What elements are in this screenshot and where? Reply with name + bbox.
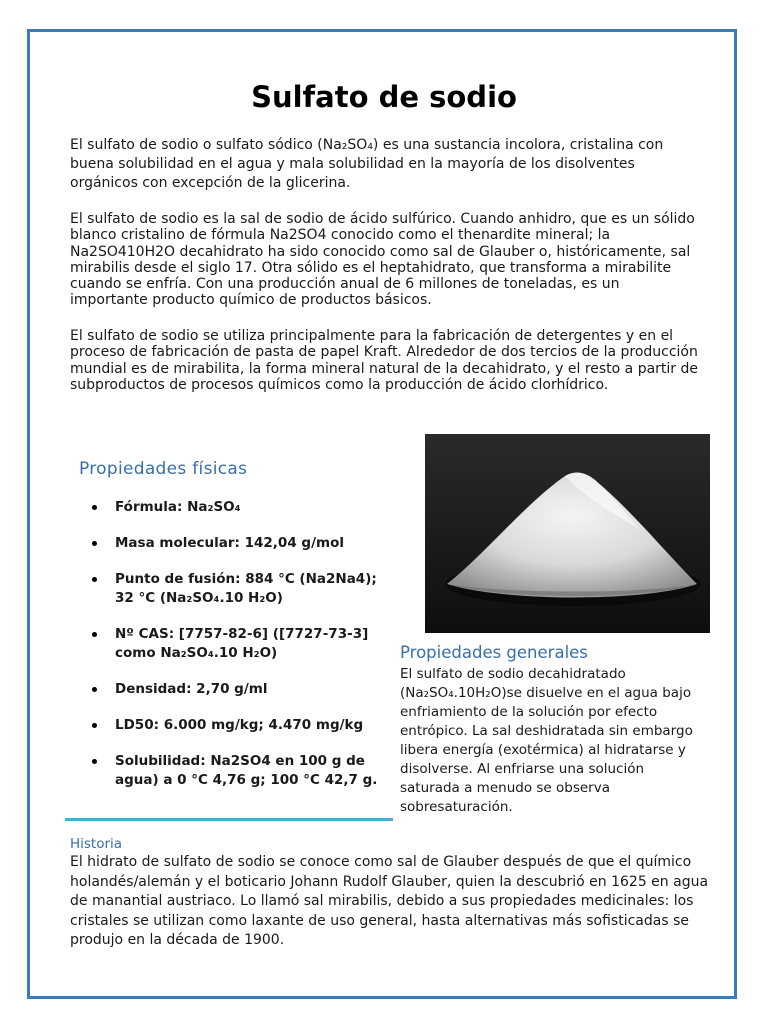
- property-item: [115, 680, 405, 699]
- property-text: LD50: 6.000 mg/kg; 4.470 mg/kg: [115, 717, 364, 733]
- property-text: 32 °C (Na₂SO₄.10 H₂O): [115, 590, 283, 606]
- property-item: [115, 625, 405, 663]
- section-divider: [65, 818, 393, 821]
- property-text: Punto de fusión: 884 °C (Na2Na4);: [115, 571, 377, 587]
- physical-properties-list: [115, 498, 405, 807]
- property-item: [115, 498, 405, 517]
- property-text: Densidad: 2,70 g/ml: [115, 681, 268, 697]
- general-properties-text: El sulfato de sodio decahidratado (Na₂SO₄.10H₂O)se disuelve en el agua bajo enfriamiento de la solución por efecto entrópico. La sal deshidratada sin embargo libera energía (exotérmica) al hidratarse y disolverse. Al enfriarse una solución saturada a menudo se observa sobresaturación.: [400, 666, 693, 815]
- description-paragraph: El sulfato de sodio es la sal de sodio de ácido sulfúrico. Cuando anhidro, que es un sólido blanco cristalino de fórmula Na2SO4 conocido como el thenardite mineral; la Na2SO410H2O decahidrato ha sido conocido como sal de Glauber o, históricamente, sal mirabilis desde el siglo 17. Otra sólido es el heptahidrato, que transforma a mirabilite cuando se enfría. Con una producción anual de 6 millones de toneladas, es un importante producto químico de productos básicos.: [70, 211, 695, 309]
- page-title: Sulfato de sodio: [251, 80, 517, 114]
- history-heading: Historia: [70, 836, 123, 852]
- property-item: [115, 716, 405, 735]
- property-text: Masa molecular: 142,04 g/mol: [115, 535, 344, 551]
- physical-properties-heading: Propiedades físicas: [79, 459, 248, 479]
- property-text: agua) a 0 °C 4,76 g; 100 °C 42,7 g.: [115, 772, 378, 788]
- general-properties-heading: Propiedades generales: [400, 643, 588, 662]
- uses-paragraph: El sulfato de sodio se utiliza principalmente para la fabricación de detergentes y en el proceso de fabricación de pasta de papel Kraft. Alrededor de dos tercios de la producción mundial es de mirabilita, la forma mineral natural de la decahidrato, y el resto a partir de subproductos de procesos químicos como la producción de ácido clorhídrico.: [70, 328, 699, 393]
- property-text: Fórmula: Na₂SO₄: [115, 499, 241, 515]
- property-item: [115, 752, 405, 790]
- property-text: Nº CAS: [7757-82-6] ([7727-73-3]: [115, 626, 369, 642]
- property-text: como Na₂SO₄.10 H₂O): [115, 645, 278, 661]
- property-text: Solubilidad: Na2SO4 en 100 g de: [115, 753, 365, 769]
- intro-paragraph: El sulfato de sodio o sulfato sódico (Na₂SO₄) es una sustancia incolora, cristalina con buena solubilidad en el agua y mala solubilidad en la mayoría de los disolventes orgánicos con excepción de la glicerina.: [70, 137, 664, 191]
- sodium-sulfate-powder-photo: [425, 434, 710, 633]
- history-text: El hidrato de sulfato de sodio se conoce como sal de Glauber después de que el químico holandés/alemán y el boticario Johann Rudolf Glauber, quien la descubrió en 1625 en agua de manantial austriaco. Lo llamó sal mirabilis, debido a sus propiedades medicinales: los cristales se utilizan como laxante de uso general, hasta alternativas más sofisticadas se produjo en la década de 1900.: [70, 854, 709, 948]
- property-item: [115, 534, 405, 553]
- property-item: [115, 570, 405, 608]
